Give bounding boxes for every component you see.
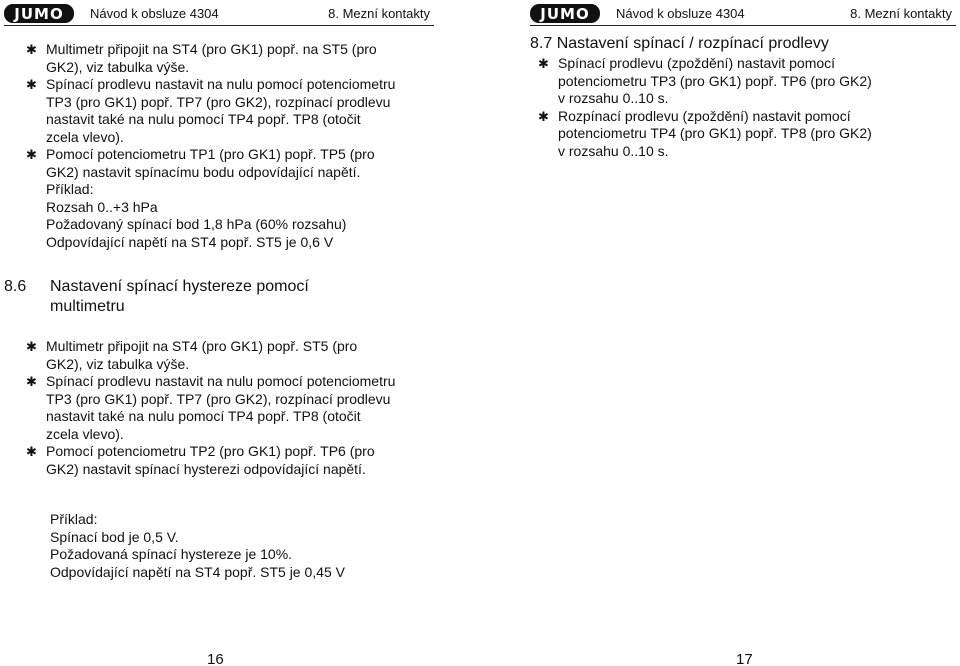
asterisk-bullet-icon: ✱ [538,108,549,124]
asterisk-bullet-icon: ✱ [26,339,37,354]
right-page-header [530,4,956,26]
example-block: Příklad: Spínací bod je 0,5 V. Požadovaná spínací hystereze je 10%. Odpovídající napětí na ST4 popř. ST5 je 0,45 V [50,511,345,580]
manual-title: Návod k obsluze 4304 [616,6,745,21]
left-top-list [0,41,440,251]
section-heading-8-6: 8.6 Nastavení spínací hystereze pomocí multimetru [4,278,309,315]
list-item: ✱ Spínací prodlevu nastavit na nulu pomocí potenciometru TP3 (pro GK1) popř. TP7 (pro GK2), rozpínací prodlevu nastavit také na nulu pomocí TP4 popř. TP8 (otočit zcela vlevo). [26,76,396,145]
asterisk-bullet-icon: ✱ [26,147,37,162]
list-item: ✱ Pomocí potenciometru TP1 (pro GK1) popř. TP5 (pro GK2) nastavit spínacímu bodu odpovídající napětí. Příklad: Rozsah 0..+3 hPa Požadovaný spínací bod 1,8 hPa (60% rozsahu) Odpovídající napětí na ST4 popř. ST5 je 0,6 V [26,146,375,250]
section-label: 8. Mezní kontakty [850,6,952,21]
asterisk-bullet-icon: ✱ [538,56,549,71]
left-page-header [4,4,434,26]
page-number: 16 [207,651,224,666]
list-item: ✱ Rozpínací prodlevu (zpoždění) nastavit pomocí potenciometru TP4 (pro GK1) popř. TP8 (pro GK2) v rozsahu 0..10 s. [538,107,872,159]
section-label: 8. Mezní kontakty [328,6,430,21]
asterisk-bullet-icon: ✱ [26,374,37,389]
jumo-logo: JUMO [530,4,600,23]
right-list [512,55,956,160]
asterisk-bullet-icon: ✱ [26,444,37,459]
jumo-logo: JUMO [4,4,74,23]
list-item: ✱ Multimetr připojit na ST4 (pro GK1) popř. ST5 (pro GK2), viz tabulka výše. [26,338,358,372]
right-page [480,0,960,666]
asterisk-bullet-icon: ✱ [26,77,37,92]
section-heading-8-7: 8.7 Nastavení spínací / rozpínací prodlevy [530,35,829,52]
left-bottom-list [0,338,440,478]
list-item: ✱ Multimetr připojit na ST4 (pro GK1) popř. na ST5 (pro GK2), viz tabulka výše. [26,41,377,75]
list-item: ✱ Spínací prodlevu (zpoždění) nastavit pomocí potenciometru TP3 (pro GK1) popř. TP6 (pro GK2) v rozsahu 0..10 s. [538,55,872,106]
list-item: ✱ Pomocí potenciometru TP2 (pro GK1) popř. TP6 (pro GK2) nastavit spínací hysterezi odpovídající napětí. [26,443,375,477]
asterisk-bullet-icon: ✱ [26,42,37,57]
page-number: 17 [736,651,753,666]
manual-title: Návod k obsluze 4304 [90,6,219,21]
list-item: ✱ Spínací prodlevu nastavit na nulu pomocí potenciometru TP3 (pro GK1) popř. TP7 (pro GK2), rozpínací prodlevu nastavit také na nulu pomocí TP4 popř. TP8 (otočit zcela vlevo). [26,373,396,442]
